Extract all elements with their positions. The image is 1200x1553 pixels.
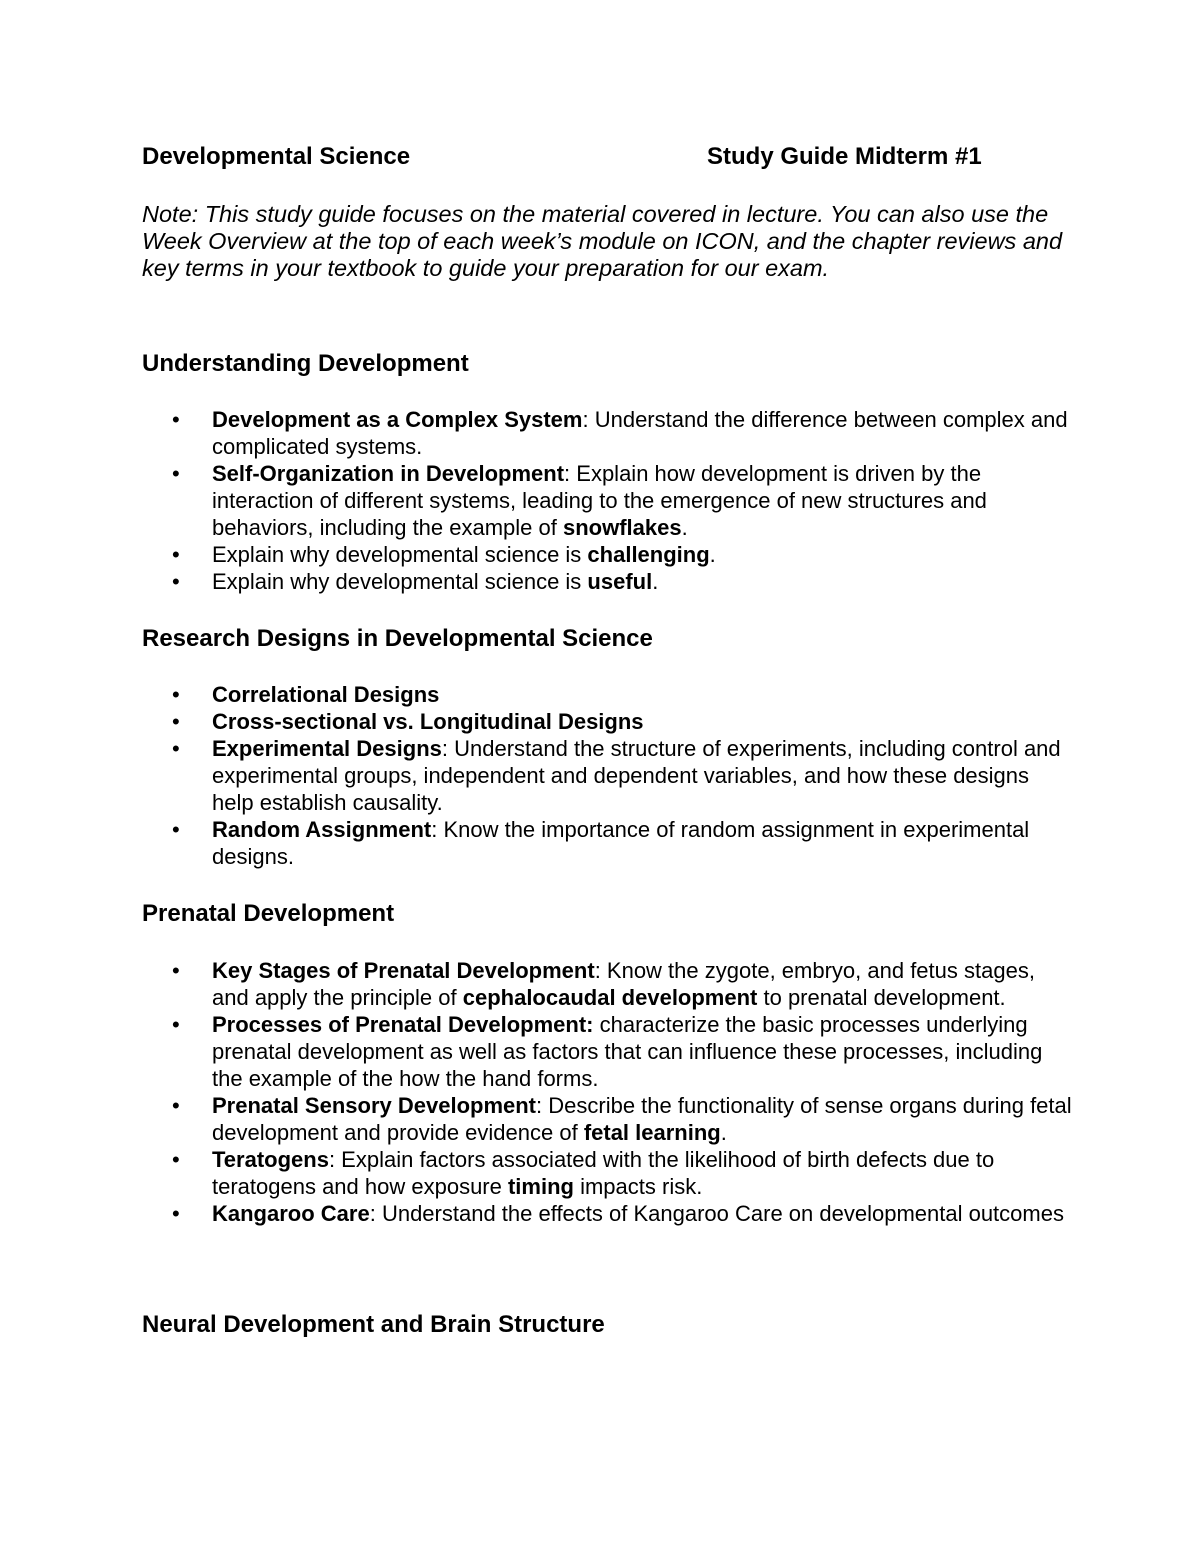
item-text: to prenatal development. (757, 985, 1006, 1010)
section-title-research-designs: Research Designs in Developmental Science (142, 625, 653, 652)
bold-term: Cross-sectional vs. Longitudinal Designs (212, 709, 644, 734)
bold-term: Experimental Designs (212, 736, 442, 761)
list-item (142, 816, 1072, 870)
list-item (142, 541, 1072, 568)
bold-term: timing (507, 1174, 574, 1199)
bold-term: Key Stages of Prenatal Development (212, 958, 595, 983)
bullet-icon: • (172, 682, 180, 707)
item-text: : Describe the functionality of sense organs during fetal development and provide evidence of (212, 1093, 1072, 1145)
list-item (142, 1092, 1072, 1146)
bold-term: Teratogens (212, 1147, 329, 1172)
section-title-neural-development: Neural Development and Brain Structure (142, 1311, 605, 1338)
bullet-icon: • (172, 1201, 180, 1226)
bullet-icon: • (172, 1012, 180, 1037)
item-text: . (720, 1120, 727, 1145)
list-item (142, 957, 1072, 1011)
list-item (142, 568, 1072, 595)
item-text: : Understand the difference between complex and complicated systems. (212, 407, 1068, 459)
item-text: : Explain factors associated with the likelihood of birth defects due to teratogens and how exposure (212, 1147, 995, 1199)
bold-term: snowflakes (563, 515, 682, 540)
list-item (142, 708, 1072, 735)
list-item (142, 406, 1072, 460)
bold-term: fetal learning (583, 1120, 721, 1145)
bullet-icon: • (172, 1147, 180, 1172)
bullet-icon: • (172, 817, 180, 842)
item-text: : Understand the structure of experiments, including control and experimental groups, independent and dependent variables, and how these designs help establish causality. (212, 736, 1061, 815)
item-text: : Explain how development is driven by the interaction of different systems, leading to the emergence of new structures and behaviors, including the example of (212, 461, 987, 540)
section-list-research-designs (142, 681, 1072, 870)
item-text: : Know the importance of random assignment in experimental designs. (212, 817, 1030, 869)
item-text: : Know the zygote, embryo, and fetus stages, and apply the principle of (212, 958, 1035, 1010)
document-title: Study Guide Midterm #1 (707, 143, 982, 170)
item-text: . (709, 542, 716, 567)
study-guide-note: Note: This study guide focuses on the material covered in lecture. You can also use the Week Overview at the top of each week’s module on ICON, and the chapter reviews and key terms in your textbook to guide your preparation for our exam. (142, 201, 1063, 281)
bullet-icon: • (172, 709, 180, 734)
bold-term: Prenatal Sensory Development (212, 1093, 537, 1118)
bold-term: cephalocaudal development (462, 985, 758, 1010)
bullet-icon: • (172, 736, 180, 761)
section-title-prenatal-development: Prenatal Development (142, 900, 395, 927)
bold-term: Processes of Prenatal Development: (212, 1012, 594, 1037)
item-text: Explain why developmental science is (212, 569, 588, 594)
item-text: . (681, 515, 688, 540)
bullet-icon: • (172, 958, 180, 983)
list-item (142, 681, 1072, 708)
list-item (142, 1146, 1072, 1200)
list-item (142, 460, 1072, 541)
section-title-understanding-development: Understanding Development (142, 350, 469, 377)
bullet-icon: • (172, 1093, 180, 1118)
section-list-prenatal-development (142, 957, 1072, 1227)
course-title: Developmental Science (142, 143, 411, 170)
section-list-understanding-development (142, 406, 1072, 595)
document-header (142, 143, 1062, 175)
bold-term: useful (587, 569, 653, 594)
bullet-icon: • (172, 461, 180, 486)
item-text: Explain why developmental science is (212, 542, 588, 567)
item-text: impacts risk. (573, 1174, 703, 1199)
bullet-icon: • (172, 407, 180, 432)
bold-term: Kangaroo Care (212, 1201, 370, 1226)
item-text: : Understand the effects of Kangaroo Care on developmental outcomes (369, 1201, 1064, 1226)
bold-term: Self-Organization in Development (212, 461, 565, 486)
list-item (142, 735, 1072, 816)
bullet-icon: • (172, 569, 180, 594)
bold-term: Random Assignment (212, 817, 432, 842)
item-text: . (652, 569, 659, 594)
bold-term: Correlational Designs (212, 682, 440, 707)
list-item (142, 1011, 1072, 1092)
list-item (142, 1200, 1072, 1227)
bullet-icon: • (172, 542, 180, 567)
item-text: characterize the basic processes underlying prenatal development as well as factors that can influence these processes, including the example of the how the hand forms. (212, 1012, 1043, 1091)
bold-term: challenging (587, 542, 710, 567)
bold-term: Development as a Complex System (212, 407, 583, 432)
